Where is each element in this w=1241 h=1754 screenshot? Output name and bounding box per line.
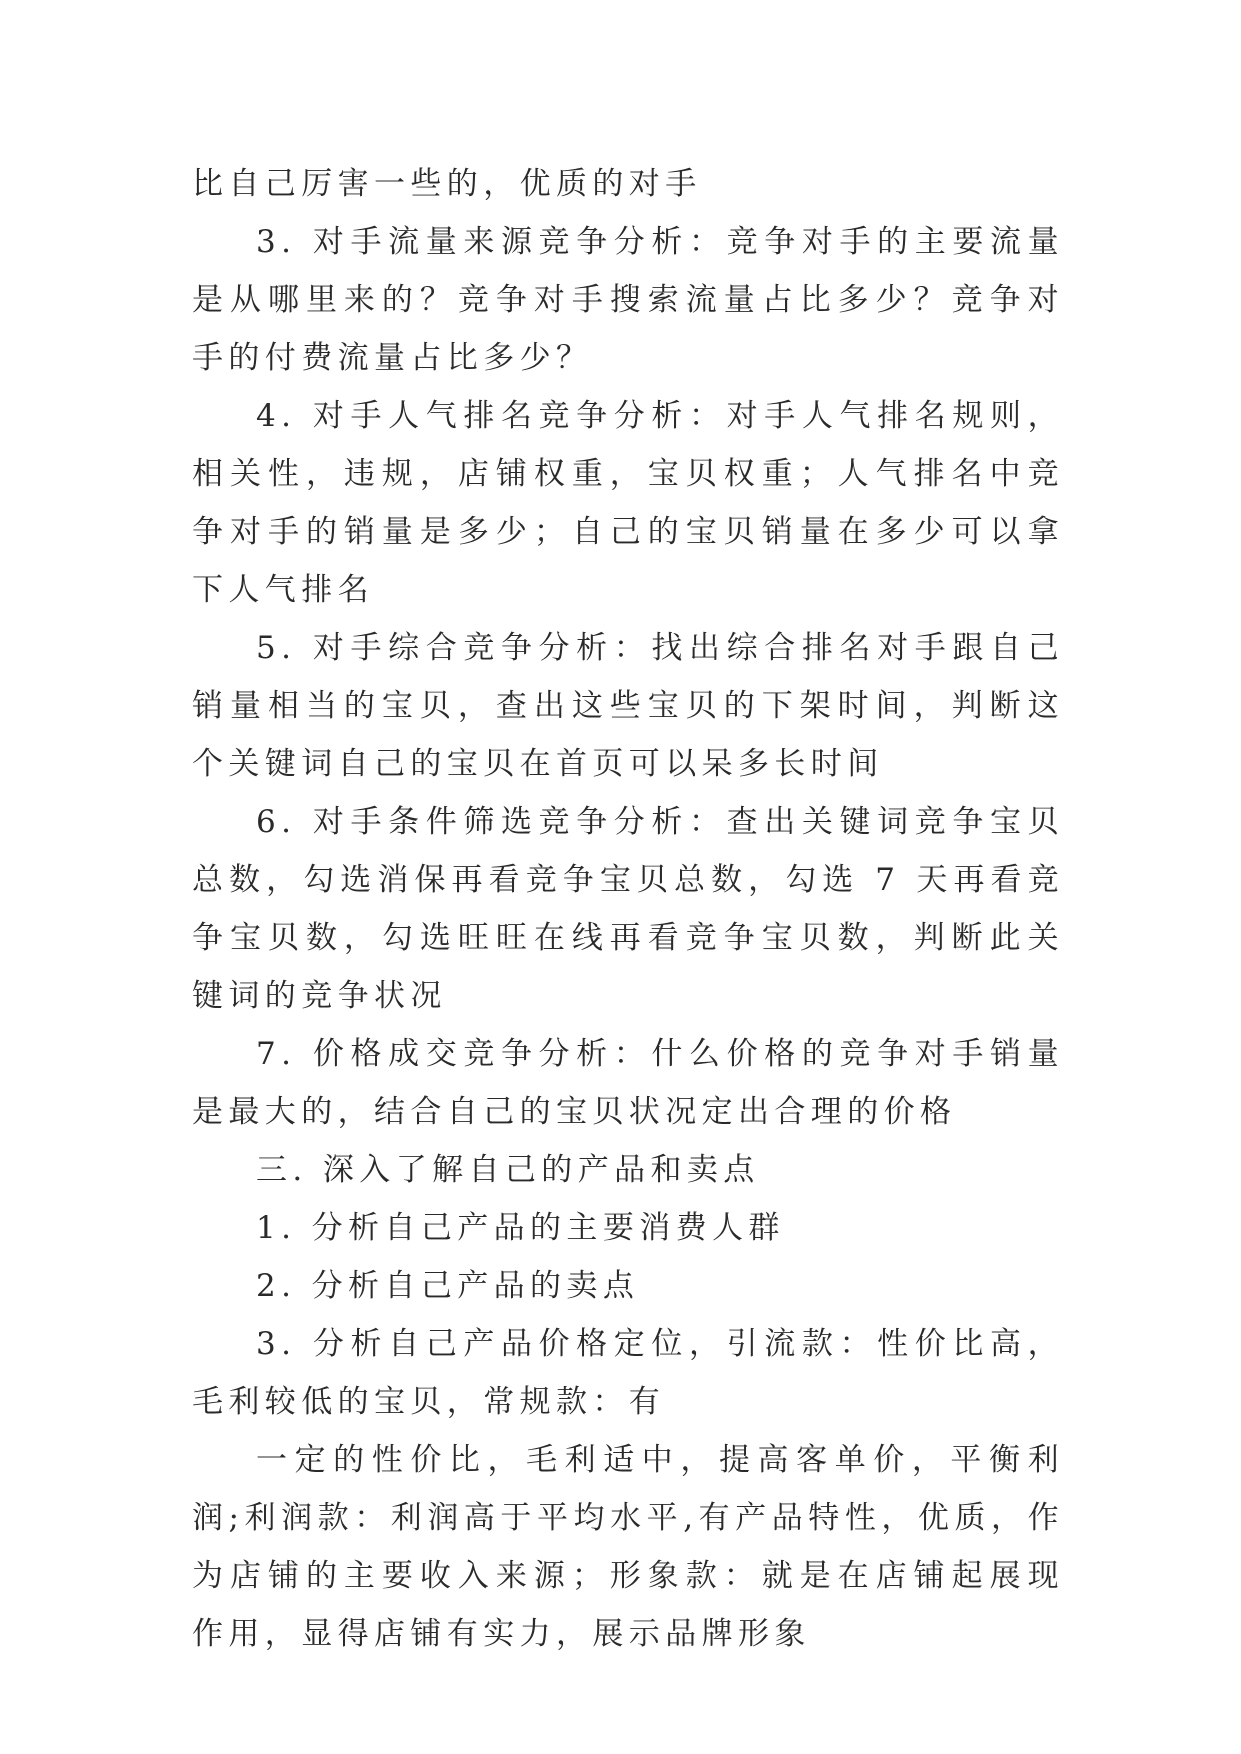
paragraph-item-3-traffic: 3. 对手流量来源竞争分析：竞争对手的主要流量是从哪里来的？竞争对手搜索流量占比多少？竞争对手的付费流量占比多少？ — [192, 224, 1064, 376]
paragraph-item-2-selling-points: 2. 分析自己产品的卖点 — [256, 1268, 640, 1304]
paragraph-continuation: 比自己厉害一些的，优质的对手 — [192, 166, 702, 202]
section-heading-three: 三. 深入了解自己的产品和卖点 — [256, 1152, 760, 1188]
paragraph-item-7-price: 7. 价格成交竞争分析：什么价格的竞争对手销量是最大的，结合自己的宝贝状况定出合理的价格 — [192, 1036, 1064, 1130]
paragraph-item-6-filter: 6. 对手条件筛选竞争分析：查出关键词竞争宝贝总数，勾选消保再看竞争宝贝总数，勾选 7 天再看竞争宝贝数，勾选旺旺在线再看竞争宝贝数，判断此关键词的竞争状况 — [192, 804, 1064, 1014]
paragraph-item-1-consumers: 1. 分析自己产品的主要消费人群 — [256, 1210, 785, 1246]
paragraph-pricing-continued: 一定的性价比，毛利适中，提高客单价，平衡利润;利润款：利润高于平均水平,有产品特性，优质，作为店铺的主要收入来源；形象款：就是在店铺起展现作用，显得店铺有实力，展示品牌形象 — [192, 1442, 1064, 1652]
document-body — [192, 155, 1064, 1663]
paragraph-item-5-overall: 5. 对手综合竞争分析：找出综合排名对手跟自己销量相当的宝贝，查出这些宝贝的下架时间，判断这个关键词自己的宝贝在首页可以呆多长时间 — [192, 630, 1064, 782]
paragraph-item-3-pricing: 3. 分析自己产品价格定位，引流款：性价比高，毛利较低的宝贝，常规款：有 — [192, 1326, 1064, 1420]
paragraph-item-4-popularity: 4. 对手人气排名竞争分析：对手人气排名规则，相关性，违规，店铺权重，宝贝权重；人气排名中竞争对手的销量是多少；自己的宝贝销量在多少可以拿下人气排名 — [192, 398, 1064, 608]
